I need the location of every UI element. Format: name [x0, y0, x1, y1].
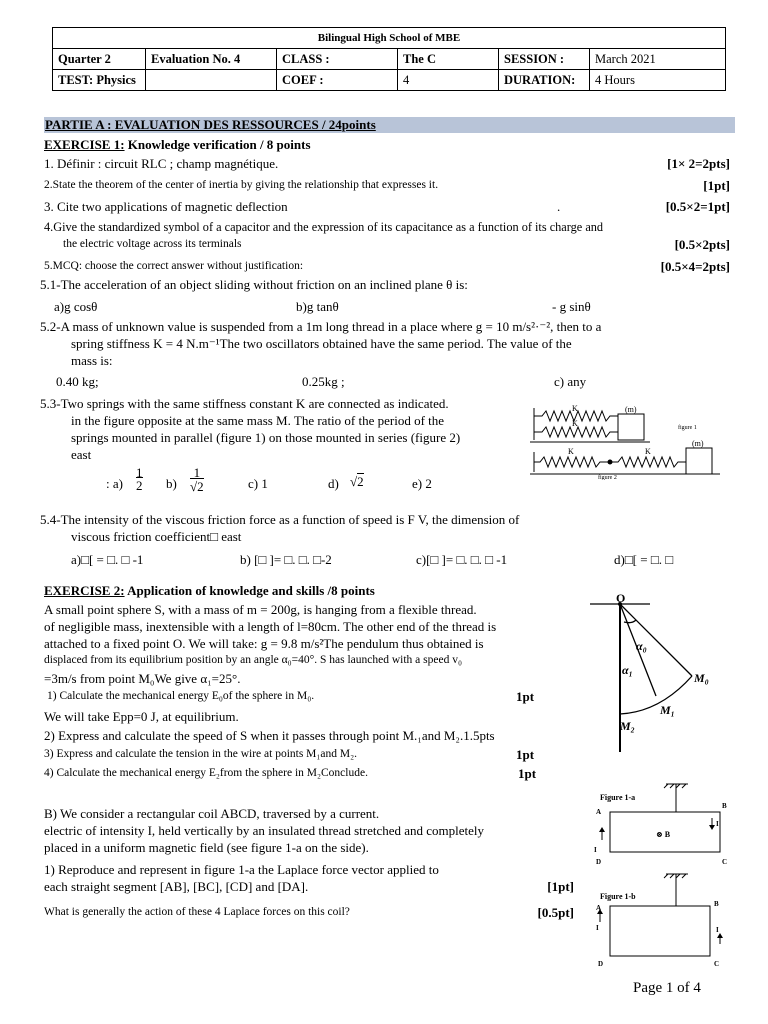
ex1-q5-points: [0.5×4=2pts] [660, 259, 730, 274]
partb-question-1a: 1) Reproduce and represent in figure 1-a the Laplace force vector applied to [44, 862, 439, 877]
mcq-5-4-opt-a: a)□[ = □. □ -1 [71, 552, 144, 567]
point-m1-label: M₁ [660, 703, 675, 717]
mcq-5-2-line1: 5.2-A mass of unknown value is suspended from a 1m long thread in a place where g = 10 m/s²·⁻², then to a [40, 319, 602, 334]
coil-figure-1a [590, 782, 730, 870]
spring-k-label-1: K [572, 404, 578, 413]
class-value-cell: The C [398, 49, 499, 70]
partb-q1-points: [1pt] [547, 879, 574, 894]
evaluation-cell: Evaluation No. 4 [146, 49, 277, 70]
ex2-para-line2: of negligible mass, inextensible with a length of l=80cm. The other end of the thread is [44, 619, 497, 634]
partb-question-2: What is generally the action of these 4 Laplace forces on this coil? [44, 906, 350, 918]
exercise-2-title: EXERCISE 2: Application of knowledge and skills /8 points [44, 583, 375, 598]
ex1-question-4-cont: the electric voltage across its terminals [63, 238, 242, 250]
partb-line1: B) We consider a rectangular coil ABCD, traversed by a current. [44, 806, 380, 821]
mcq-5-2-line3: mass is: [71, 353, 113, 368]
mcq-5-2-opt-c: c) any [554, 374, 587, 389]
mcq-5-4-opt-b: b) [□ ]= □. □. □-2 [240, 552, 332, 567]
spring-k-label-2: K [572, 419, 578, 428]
exercise-1-title: EXERCISE 1: Knowledge verification / 8 points [44, 137, 311, 152]
figure-1-label: figure 1 [678, 425, 697, 431]
mcq-5-3-line4: east [71, 447, 92, 462]
coil-figure-1b [590, 872, 730, 972]
mcq-5-3-line2: in the figure opposite at the same mass M. The ratio of the period of the [71, 413, 445, 428]
fig1a-point-a: A [596, 808, 602, 816]
ex1-q1-points: [1× 2=2pts] [667, 156, 730, 171]
mcq-5-1-opt-a: a)g cosθ [54, 299, 98, 314]
partb-q2-points: [0.5pt] [537, 905, 574, 920]
ex2-para-line4: displaced from its equilibrium position by an angle α₀=40°. S has launched with a speed v₀ [44, 654, 462, 666]
mass-label-1: (m) [625, 405, 637, 414]
pendulum-figure [590, 594, 730, 754]
fig1b-point-b: B [714, 900, 719, 908]
partie-a-heading: PARTIE A : EVALUATION DES RESSOURCES / 24points [44, 117, 735, 133]
ex2-question-1b: We will take Epp=0 J, at equilibrium. [44, 709, 239, 724]
mcq-5-3-opt-a: : a) [106, 476, 123, 491]
mcq-5-3-opt-d: d) [328, 476, 339, 491]
fig1a-point-c: C [722, 858, 728, 866]
mcq-5-2-opt-a: 0.40 kg; [56, 374, 99, 389]
empty-cell [146, 70, 277, 91]
mcq-5-3-opt-c: c) 1 [248, 476, 268, 491]
partb-line2: electric of intensity I, held vertically by an insulated thread stretched and completely [44, 823, 485, 838]
test-cell: TEST: Physics [53, 70, 146, 91]
ex1-question-5: 5.MCQ: choose the correct answer without justification: [44, 260, 304, 272]
fig1b-current-left: I [596, 924, 599, 932]
mcq-5-1-opt-b: b)g tanθ [296, 299, 339, 314]
duration-value-cell: 4 Hours [590, 70, 726, 91]
mcq-5-4-line2: viscous friction coefficient□ east [71, 529, 242, 544]
fraction-one-over-root2: 1 √2 [190, 465, 204, 494]
pendulum-point-o: O [616, 594, 626, 605]
fig1a-current-left: I [594, 846, 597, 854]
mcq-5-3-opt-e: e) 2 [412, 476, 432, 491]
class-label-cell: CLASS : [277, 49, 398, 70]
springs-figure [530, 402, 730, 480]
alpha-1-label: α₁ [622, 663, 633, 677]
alpha-0-label: α₀ [636, 639, 647, 653]
figure-2-label: figure 2 [598, 475, 617, 480]
coef-label-cell: COEF : [277, 70, 398, 91]
fig1b-point-c: C [714, 960, 720, 968]
spring-k-label-3: K [568, 447, 574, 456]
mcq-5-1-opt-c: - g sinθ [552, 299, 591, 314]
point-m0-label: M₀ [694, 671, 709, 685]
page-number: Page 1 of 4 [633, 980, 701, 996]
header-table [52, 27, 726, 91]
point-m2-label: M₂ [620, 719, 635, 733]
mcq-5-3-opt-b: b) [166, 476, 177, 491]
ex1-question-1: 1. Définir : circuit RLC ; champ magnétique. [44, 156, 279, 171]
fig1b-point-a: A [596, 904, 602, 912]
ex1-question-2: 2.State the theorem of the center of inertia by giving the relationship that expresses it. [44, 179, 439, 191]
figure-1b-title: Figure 1-b [600, 892, 636, 901]
mcq-5-1: 5.1-The acceleration of an object sliding without friction on an inclined plane θ is: [40, 277, 468, 292]
partb-question-1b: each straight segment [AB], [BC], [CD] and [DA]. [44, 879, 309, 894]
mcq-5-4-opt-d: d)□[ = □. □ [614, 552, 674, 567]
mcq-5-3-line1: 5.3-Two springs with the same stiffness constant K are connected as indicated. [40, 396, 449, 411]
quarter-cell: Quarter 2 [53, 49, 146, 70]
ex2-para-line3: attached to a fixed point O. We will take: g = 9.8 m/s²The pendulum thus obtained is [44, 636, 484, 651]
ex1-question-4: 4.Give the standardized symbol of a capacitor and the expression of its capacitance as a function of its charge and [44, 220, 604, 234]
figure-1a-title: Figure 1-a [600, 793, 636, 802]
mass-label-2: (m) [692, 439, 704, 448]
root-two: √2 [350, 474, 364, 489]
ex2-question-1: 1) Calculate the mechanical energy E₀of the sphere in M₀. [47, 690, 315, 702]
magnetic-field-symbol: ⊗ B⃗ [656, 830, 677, 839]
session-value-cell: March 2021 [590, 49, 726, 70]
spring-k-label-4: K [645, 447, 651, 456]
ex1-q2-points: [1pt] [703, 178, 730, 193]
ex2-question-4: 4) Calculate the mechanical energy E₂from the sphere in M₂Conclude. [44, 767, 368, 779]
ex1-question-3: 3. Cite two applications of magnetic deflection [44, 199, 288, 214]
mcq-5-4-line1: 5.4-The intensity of the viscous friction force as a function of speed is F V, the dimension of [40, 512, 520, 527]
fig1b-current-right: I [716, 926, 719, 934]
ex2-question-3: 3) Express and calculate the tension in the wire at points M₁and M₂. [44, 748, 358, 760]
fig1a-point-d: D [596, 858, 602, 866]
fig1a-current-right: I [716, 820, 719, 828]
partb-line3: placed in a uniform magnetic field (see figure 1-a on the side). [44, 840, 369, 855]
mcq-5-3-line3: springs mounted in parallel (figure 1) on those mounted in series (figure 2) [71, 430, 461, 445]
duration-label-cell: DURATION: [499, 70, 590, 91]
ex2-question-2: 2) Express and calculate the speed of S when it passes through point M.₁and M₂.1.5pts [44, 728, 495, 743]
ex1-q4-points: [0.5×2pts] [674, 237, 730, 252]
ex2-q3-points: 1pt [516, 747, 535, 762]
ex2-para-line5: =3m/s from point M₀We give α₁=25°. [44, 671, 241, 686]
fig1b-point-d: D [598, 960, 604, 968]
ex1-q3-dot: . [557, 199, 561, 214]
ex2-q4-points: 1pt [518, 766, 537, 781]
mcq-5-4-opt-c: c)[□ ]= □. □. □ -1 [416, 552, 508, 567]
mcq-5-2-line2: spring stiffness K = 4 N.m⁻¹The two oscillators obtained have the same period. The value of the [71, 336, 572, 351]
ex2-q1-points: 1pt [516, 689, 535, 704]
session-label-cell: SESSION : [499, 49, 590, 70]
coef-value-cell: 4 [398, 70, 499, 91]
ex2-para-line1: A small point sphere S, with a mass of m = 200g, is hanging from a flexible thread. [44, 602, 477, 617]
fraction-one-half: 1 2 [136, 465, 143, 493]
school-name: Bilingual High School of MBE [53, 28, 726, 49]
mcq-5-2-opt-b: 0.25kg ; [302, 374, 345, 389]
ex1-q3-points: [0.5×2=1pt] [665, 199, 730, 214]
fig1a-point-b: B [722, 802, 727, 810]
